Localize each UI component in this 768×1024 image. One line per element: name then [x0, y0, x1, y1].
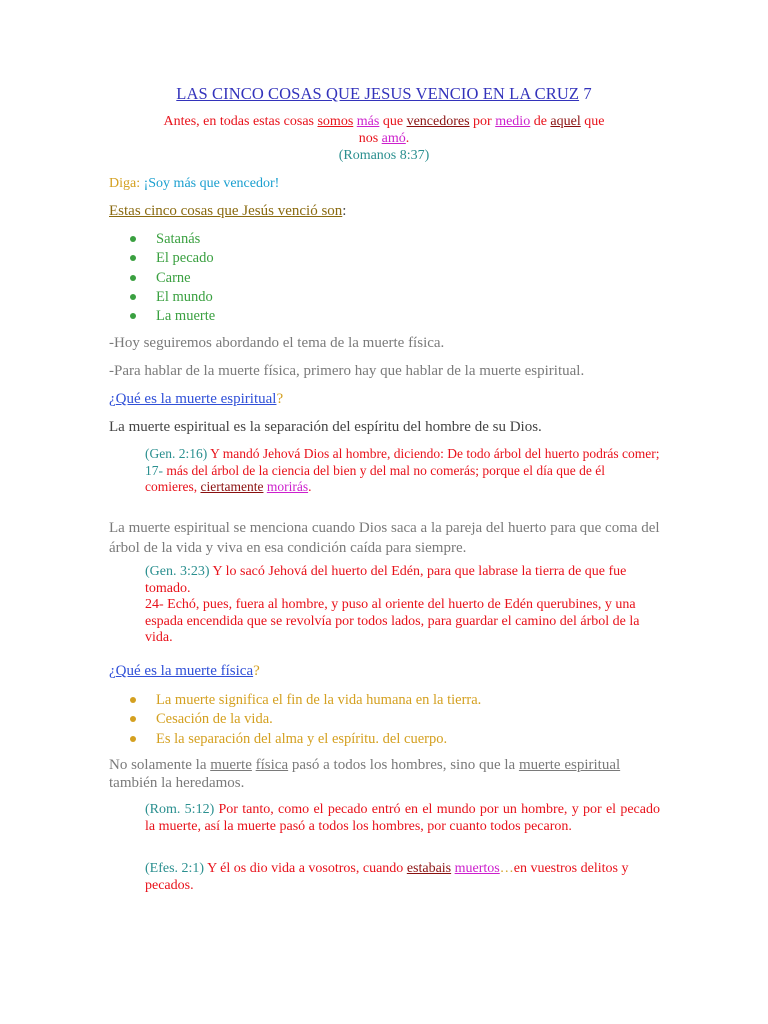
bullet-icon — [130, 736, 136, 742]
intro-line-1 — [0, 113, 768, 130]
intro-text: que — [580, 114, 605, 129]
intro-word-aquel: aquel — [550, 114, 581, 129]
definition-1: La muerte espiritual es la separación del espíritu del hombre de su Dios. — [109, 419, 542, 435]
bullet-icon — [130, 313, 136, 319]
verse-rom-5-12 — [145, 802, 660, 835]
verse-word-estabais: estabais — [406, 861, 452, 876]
verse-end: . — [308, 479, 312, 494]
list-item-text: Cesación de la vida. — [156, 711, 273, 728]
verse-text: Y él os dio vida a vosotros, cuando — [204, 861, 407, 876]
verse-ellipsis: … — [499, 861, 514, 876]
list-item — [130, 730, 481, 749]
paragraph-1: -Hoy seguiremos abordando el tema de la muerte física. — [109, 335, 445, 351]
diga-text: ¡Soy más que vencedor! — [143, 176, 280, 191]
bullet-icon — [130, 697, 136, 703]
diga-line — [109, 176, 279, 192]
verse-text: en vuestros delitos y pecados. — [145, 861, 629, 893]
verse-word-moriras: morirás — [266, 479, 309, 494]
verse-ref: (Efes. 2:1) — [145, 861, 205, 876]
five-things-heading-text: Estas cinco cosas que Jesús venció son — [109, 203, 343, 219]
verse-text: Y lo sacó Jehová del huerto del Edén, para que labrase la tierra de que fue tomado. — [145, 564, 627, 596]
list-item-text: El mundo — [156, 288, 213, 305]
list-item — [130, 710, 481, 729]
bullet-icon — [130, 236, 136, 242]
title-number: 7 — [583, 84, 592, 103]
question-1 — [109, 391, 283, 408]
list-item — [130, 249, 215, 268]
verse-number: 17- — [145, 462, 163, 478]
verse-ref: (Gen. 3:23) — [145, 564, 210, 579]
intro-text: de — [530, 114, 551, 129]
fisica-list — [130, 691, 481, 749]
question-open: ¿ — [109, 391, 116, 407]
five-things-list — [130, 230, 215, 326]
paragraph-4 — [109, 757, 620, 774]
intro-text: nos — [358, 131, 382, 146]
paragraph-text: pasó a todos los hombres, sino que la — [288, 757, 519, 773]
list-item — [130, 307, 215, 326]
question-close: ? — [276, 391, 284, 407]
question-text: Qué es la muerte espiritual — [115, 391, 277, 407]
list-item-text: Satanás — [156, 231, 201, 247]
intro-reference: (Romanos 8:37) — [338, 148, 430, 163]
paragraph-text: No solamente la — [109, 757, 211, 773]
verse-efes-2-1 — [145, 861, 660, 894]
list-item-text: El pecado — [156, 250, 214, 267]
verse-text: Y mandó Jehová Dios al hombre, diciendo: De todo árbol del huerto podrás comer; — [207, 446, 660, 461]
word-muerte: muerte — [210, 757, 252, 773]
list-item — [130, 269, 215, 288]
verse-ref: (Gen. 2:16) — [145, 446, 208, 461]
verse-text: 24- Echó, pues, fuera al hombre, y puso al oriente del huerto de Edén querubines, y una espada encendida que se revolvía por todos lados, para guardar el camino del árbol de la vida. — [145, 597, 640, 645]
five-things-heading — [109, 203, 346, 220]
question-close: ? — [253, 663, 260, 679]
intro-word-vencedores: vencedores — [406, 114, 470, 129]
title-text: LAS CINCO COSAS QUE JESUS VENCIO EN LA CRUZ — [176, 84, 580, 103]
diga-label: Diga: — [109, 176, 141, 191]
verse-text: más del árbol de la ciencia del bien y del mal no comerás; porque el día que de él comieres, — [145, 462, 605, 494]
question-text: Qué es la muerte física — [115, 663, 254, 679]
intro-text: que — [379, 114, 407, 129]
word-fisica: física — [255, 757, 289, 773]
page-title — [0, 84, 768, 104]
bullet-icon — [130, 275, 136, 281]
question-2 — [109, 663, 260, 680]
list-item — [130, 691, 481, 710]
list-item — [130, 230, 215, 249]
intro-word-mas: más — [356, 114, 380, 129]
intro-text: . — [405, 131, 410, 146]
paragraph-4-line-2: también la heredamos. — [109, 775, 245, 791]
verse-gen-2-16 — [145, 446, 660, 496]
bullet-icon — [130, 716, 136, 722]
verse-ref: (Rom. 5:12) — [145, 802, 215, 817]
bullet-icon — [130, 294, 136, 300]
verse-word-ciertamente: ciertamente — [200, 479, 264, 494]
bullet-icon — [130, 255, 136, 261]
intro-word-somos: somos — [317, 114, 354, 129]
question-open: ¿ — [109, 663, 116, 679]
list-item-text: La muerte significa el fin de la vida humana en la tierra. — [156, 692, 482, 708]
five-things-colon: : — [342, 203, 347, 219]
verse-gen-3-23 — [145, 564, 660, 647]
list-item-text: La muerte — [156, 308, 216, 325]
intro-line-2 — [0, 130, 768, 147]
verse-text: Por tanto, como el pecado entró en el mundo por un hombre, y por el pecado la muerte, así la muerte pasó a todos los hombres, por cuanto todos pecaron. — [145, 802, 660, 834]
intro-word-amo: amó — [381, 131, 406, 146]
list-item-text: Es la separación del alma y el espíritu. del cuerpo. — [156, 730, 448, 747]
word-muerte-espiritual: muerte espiritual — [518, 757, 621, 773]
intro-text: Antes, en todas estas cosas — [163, 114, 318, 129]
list-item — [130, 288, 215, 307]
paragraph-2: -Para hablar de la muerte física, primero hay que hablar de la muerte espiritual. — [109, 363, 585, 379]
verse-word-muertos: muertos — [454, 861, 500, 876]
list-item-text: Carne — [156, 269, 191, 286]
intro-text: por — [469, 114, 496, 129]
paragraph-3: La muerte espiritual se menciona cuando Dios saca a la pareja del huerto para que coma del árbol de la vida y viva en esa condición caída para siempre. — [109, 520, 660, 556]
intro-word-medio: medio — [495, 114, 531, 129]
